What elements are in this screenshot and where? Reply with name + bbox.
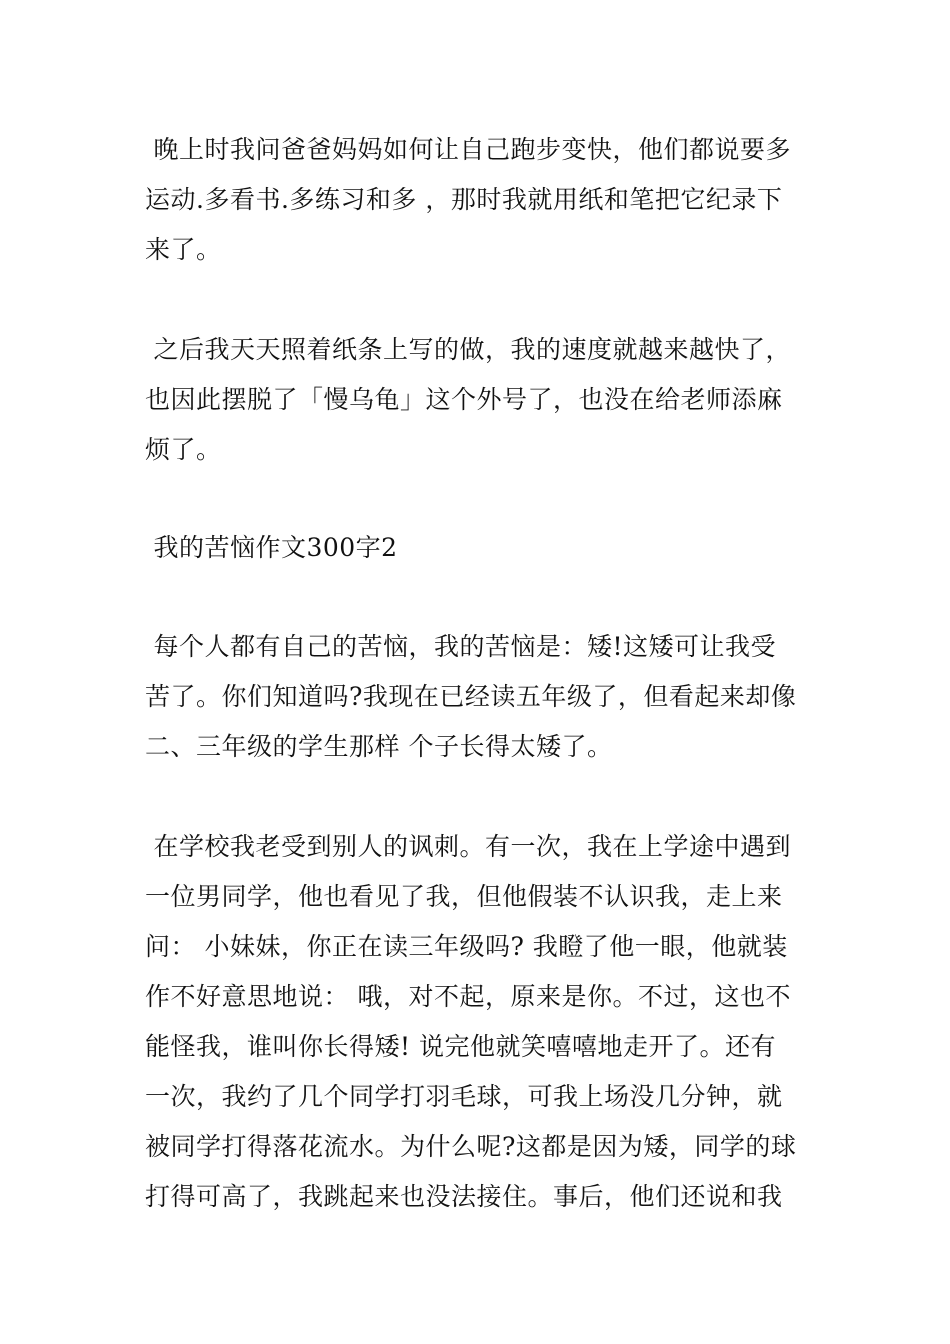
essay-heading [145,523,810,573]
text-line: 一次，我约了几个同学打羽毛球，可我上场没几分钟，就 [145,1082,783,1111]
text-line: 之后我天天照着纸条上写的做，我的速度就越来越快了， [145,335,791,364]
text-line: 被同学打得落花流水。为什么呢?这都是因为矮，同学的球 [145,1132,797,1161]
text-line: 二、三年级的学生那样 个子长得太矮了。 [145,732,613,761]
heading-line: 我的苦恼作文300字2 [145,533,398,562]
text-line: 晚上时我问爸爸妈妈如何让自己跑步变快，他们都说要多 [145,135,791,164]
text-line: 一位男同学，他也看见了我，但他假装不认识我，走上来 [145,882,783,911]
paragraph-short-worry [145,622,810,772]
text-line: 问： 小妹妹，你正在读三年级吗? 我瞪了他一眼，他就装 [145,932,788,961]
text-line: 每个人都有自己的苦恼，我的苦恼是：矮!这矮可让我受 [145,632,776,661]
text-line: 打得可高了，我跳起来也没法接住。事后，他们还说和我 [145,1182,783,1211]
paragraph-school-story [145,822,810,1222]
text-line: 苦了。你们知道吗?我现在已经读五年级了，但看起来却像 [145,682,797,711]
text-line: 也因此摆脱了「慢乌龟」这个外号了，也没在给老师添麻 [145,385,783,414]
paragraph-faster [145,325,810,475]
text-line: 能怪我，谁叫你长得矮! 说完他就笑嘻嘻地走开了。还有 [145,1032,776,1061]
paragraph-running-tips [145,125,810,275]
text-line: 作不好意思地说： 哦，对不起，原来是你。不过，这也不 [145,982,791,1011]
text-line: 烦了。 [145,435,222,464]
text-line: 来了。 [145,235,222,264]
text-line: 运动.多看书.多练习和多 ，那时我就用纸和笔把它纪录下 [145,185,783,214]
text-line: 在学校我老受到别人的讽刺。有一次，我在上学途中遇到 [145,832,791,861]
